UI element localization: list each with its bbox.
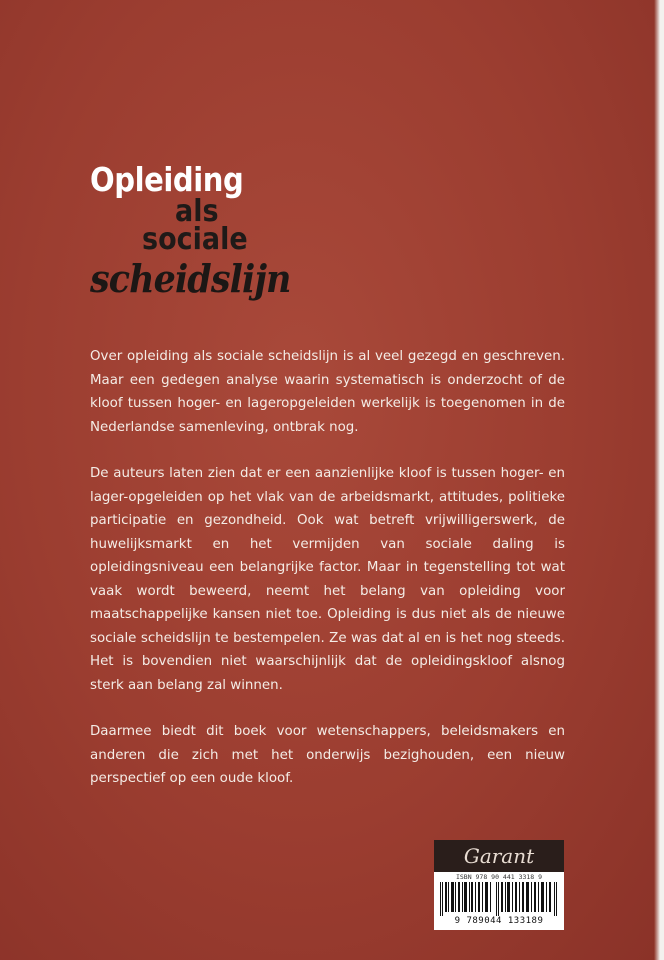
- publisher-logo: Garant: [463, 844, 535, 868]
- isbn-area: [434, 872, 564, 930]
- barcode-icon: [440, 882, 558, 916]
- back-cover-blurb: [90, 345, 565, 814]
- isbn-label: ISBN 978 90 441 3318 9: [455, 873, 543, 881]
- title-line-sociale: sociale: [142, 222, 248, 257]
- blurb-paragraph-1: Over opleiding als sociale scheidslijn is al veel gezegd en geschreven. Maar een gedegen analyse waarin systematisch is onderzocht of de kloof tussen hoger- en lageropgeleiden werkelijk is toegenomen in de Nederlandse samenleving, ontbrak nog.: [90, 349, 565, 435]
- title-line-scheidslijn: scheidslijn: [90, 256, 291, 301]
- page-edge: [654, 0, 664, 960]
- barcode-number: 9 789044 133189: [454, 916, 544, 926]
- title-line-opleiding: Opleiding: [90, 160, 244, 199]
- title-line-als: als: [175, 194, 219, 229]
- publisher-logo-area: [434, 840, 564, 872]
- barcode-panel: [434, 840, 564, 930]
- book-title: [90, 160, 390, 330]
- blurb-paragraph-3: Daarmee biedt dit boek voor wetenschappers, beleidsmakers en anderen die zich met het onderwijs bezighouden, een nieuw perspectief op een oude kloof.: [90, 724, 565, 786]
- blurb-paragraph-2: De auteurs laten zien dat er een aanzienlijke kloof is tussen hoger- en lager-opgeleiden op het vlak van de arbeidsmarkt, attitudes, politieke participatie en gezondheid. Ook wat betreft vrijwilligerswerk, de huwelijksmarkt en het vermijden van sociale daling is opleidingsniveau een belangrijke factor. Maar in tegenstelling tot wat vaak wordt beweerd, neemt het belang van opleiding voor maatschappelijke kansen niet toe. Opleiding is dus niet als de nieuwe sociale scheidslijn te bestempelen. Ze was dat al en is het nog steeds. Het is bovendien niet waarschijnlijk dat de opleidingskloof alsnog sterk aan belang zal winnen.: [90, 466, 565, 693]
